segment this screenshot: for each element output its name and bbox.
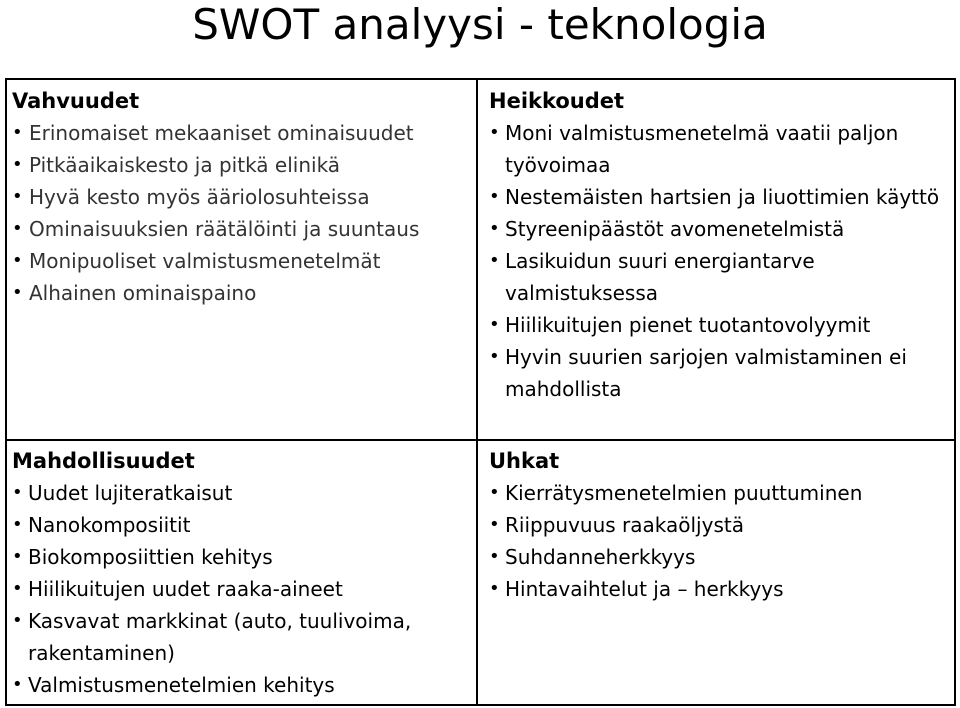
list-item: • Erinomaiset mekaaniset ominaisuudet xyxy=(12,117,472,149)
list-item: • Valmistusmenetelmien kehitys xyxy=(12,669,472,701)
opportunities-list xyxy=(12,477,472,701)
list-item: • Hiilikuitujen uudet raaka-aineet xyxy=(12,573,472,605)
list-item: • Monipuoliset valmistusmenetelmät xyxy=(12,245,472,277)
list-item: • Biokomposiittien kehitys xyxy=(12,541,472,573)
list-item: • Ominaisuuksien räätälöinti ja suuntaus xyxy=(12,213,472,245)
list-item: • Uudet lujiteratkaisut xyxy=(12,477,472,509)
list-item: • Hintavaihtelut ja – herkkyys xyxy=(489,573,951,605)
weaknesses-list xyxy=(489,117,951,405)
opportunities-heading: Mahdollisuudet xyxy=(12,449,195,473)
list-item: • Alhainen ominaispaino xyxy=(12,277,472,309)
weaknesses-cell xyxy=(489,85,951,405)
opportunities-cell xyxy=(12,445,472,701)
list-item: • Moni valmistusmenetelmä vaatii paljon työvoimaa xyxy=(489,117,951,181)
list-item: • Styreenipäästöt avomenetelmistä xyxy=(489,213,951,245)
list-item: • Hyvä kesto myös ääriolosuhteissa xyxy=(12,181,472,213)
list-item: • Kasvavat markkinat (auto, tuulivoima, rakentaminen) xyxy=(12,605,472,669)
threats-cell xyxy=(489,445,951,605)
list-item: • Hiilikuitujen pienet tuotantovolyymit xyxy=(489,309,951,341)
list-item: • Nanokomposiitit xyxy=(12,509,472,541)
list-item: • Suhdanneherkkyys xyxy=(489,541,951,573)
list-item: • Lasikuidun suuri energiantarve valmistuksessa xyxy=(489,245,951,309)
list-item: • Kierrätysmenetelmien puuttuminen xyxy=(489,477,951,509)
list-item: • Pitkäaikaiskesto ja pitkä elinikä xyxy=(12,149,472,181)
table-divider-vertical xyxy=(476,78,478,706)
strengths-cell xyxy=(12,85,472,309)
list-item: • Hyvin suurien sarjojen valmistaminen ei mahdollista xyxy=(489,341,951,405)
weaknesses-heading: Heikkoudet xyxy=(489,89,625,113)
list-item: • Nestemäisten hartsien ja liuottimien käyttö xyxy=(489,181,951,213)
threats-list xyxy=(489,477,951,605)
page-title: SWOT analyysi - teknologia xyxy=(192,0,768,49)
list-item: • Riippuvuus raakaöljystä xyxy=(489,509,951,541)
strengths-heading: Vahvuudet xyxy=(12,89,140,113)
strengths-list xyxy=(12,117,472,309)
threats-heading: Uhkat xyxy=(489,449,560,473)
table-divider-horizontal xyxy=(5,439,956,441)
